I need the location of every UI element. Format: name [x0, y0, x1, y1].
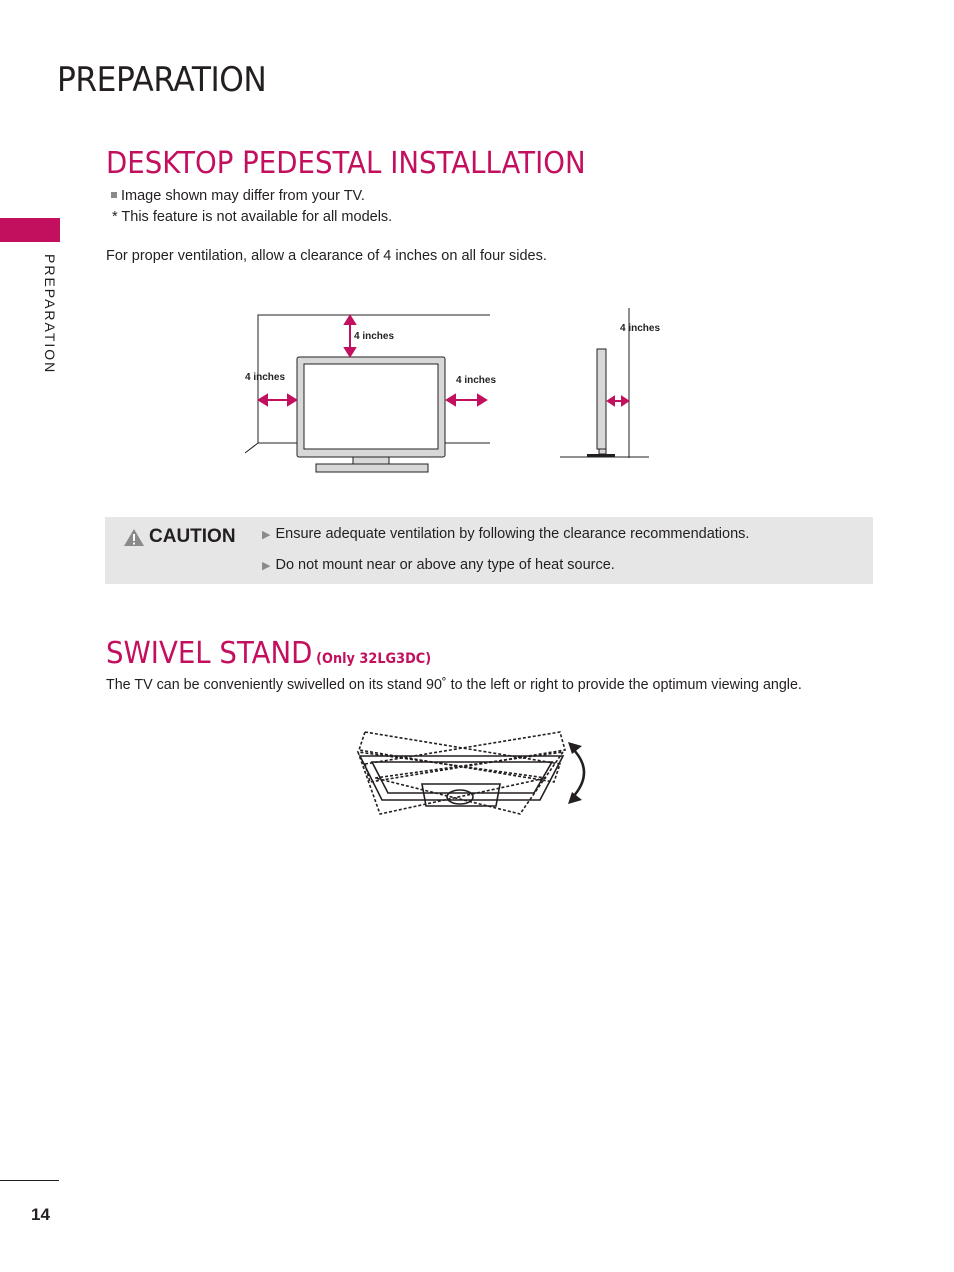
desktop-section-title: DESKTOP PEDESTAL INSTALLATION [106, 146, 586, 181]
arrow-right [447, 395, 486, 405]
page-number: 14 [31, 1205, 50, 1224]
warning-triangle-icon [123, 528, 145, 547]
tv-side-base [587, 454, 615, 457]
side-tab-marker [0, 218, 60, 242]
rotation-arrow [572, 748, 584, 798]
caution-label: CAUTION [149, 526, 236, 547]
page-title: PREPARATION [57, 60, 267, 100]
note-feature-availability: * This feature is not available for all models. [112, 209, 393, 225]
swivel-title: SWIVEL STAND [106, 636, 313, 671]
dim-label-side: 4 inches [620, 323, 661, 334]
caution-item-text: Do not mount near or above any type of heat source. [275, 557, 615, 573]
side-tab-label: PREPARATION [42, 254, 58, 375]
tv-side-profile [597, 349, 606, 449]
tv-screen [304, 364, 438, 449]
arrow-left [259, 395, 296, 405]
caution-item [262, 526, 749, 542]
tv-base [316, 464, 428, 472]
swivel-model-note: (Only 32LG3DC) [316, 651, 432, 667]
caution-item-text: Ensure adequate ventilation by following the clearance recommendations. [275, 526, 750, 542]
square-bullet-icon [111, 192, 117, 198]
dim-label-left: 4 inches [245, 372, 286, 383]
triangle-right-icon: ▶ [262, 560, 271, 572]
swivel-diagram [350, 722, 600, 822]
dim-label-top: 4 inches [354, 331, 395, 342]
tv-side-stand [599, 449, 606, 454]
note-image-differs [111, 188, 365, 204]
caution-item [262, 557, 615, 573]
tv-neck [353, 457, 389, 464]
triangle-right-icon: ▶ [262, 529, 271, 541]
swivel-description: The TV can be conveniently swivelled on its stand 90˚ to the left or right to provide the optimum viewing angle. [106, 677, 802, 693]
caution-heading [123, 526, 236, 548]
ventilation-intro: For proper ventilation, allow a clearance of 4 inches on all four sides. [106, 248, 547, 264]
footer-rule [0, 1180, 59, 1181]
swivel-section-title [106, 636, 431, 671]
note-image-differs-text: Image shown may differ from your TV. [121, 188, 365, 204]
arrow-back [608, 397, 628, 405]
dim-label-right: 4 inches [456, 375, 497, 386]
